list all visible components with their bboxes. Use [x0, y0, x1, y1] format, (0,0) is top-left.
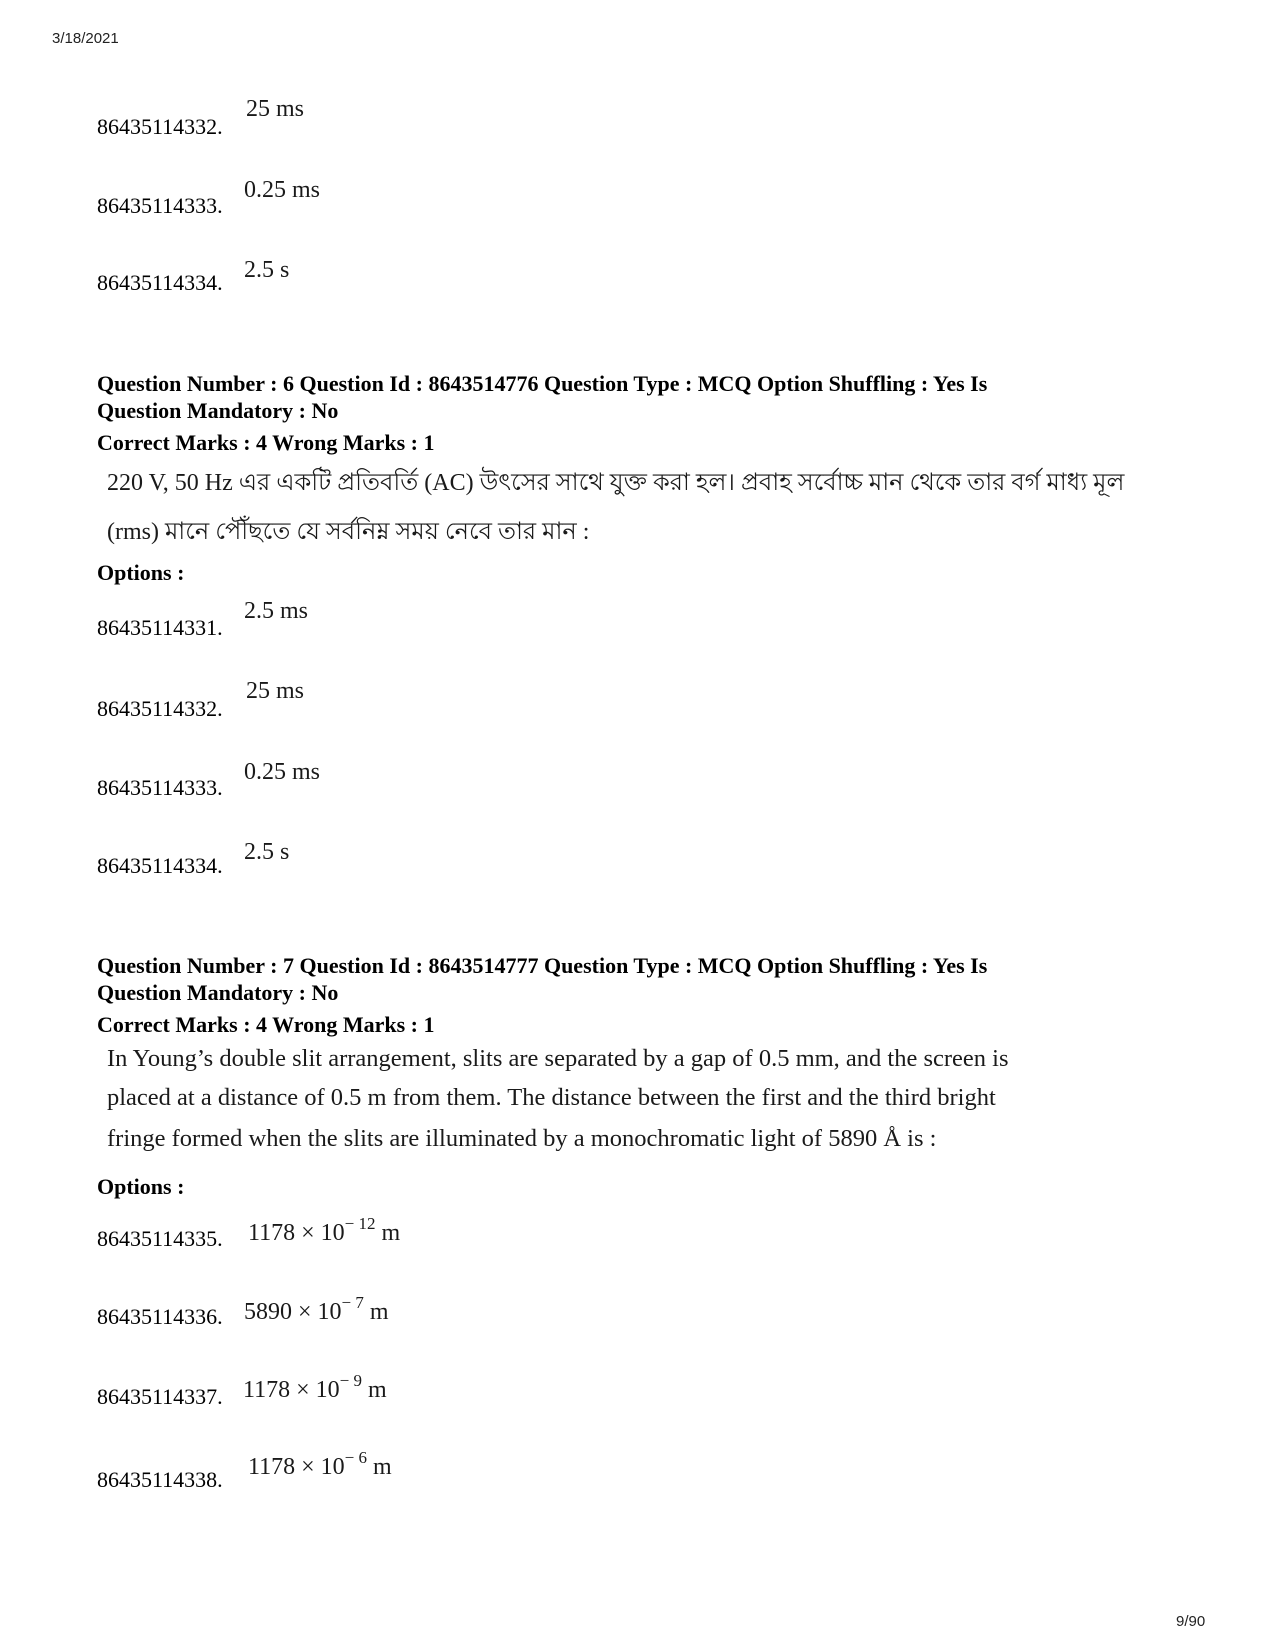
- option-base: 1178 × 10: [248, 1454, 345, 1480]
- option-id: 86435114334.: [97, 270, 223, 295]
- option-id: 86435114333.: [97, 775, 223, 800]
- option-value: [248, 1446, 392, 1481]
- option-id: 86435114335.: [97, 1226, 223, 1251]
- option-base: 1178 × 10: [248, 1220, 345, 1246]
- question-text: (rms) মানে পৌঁছতে যে সর্বনিম্ন সময় নেবে তার মান :: [107, 519, 590, 545]
- options-label: Options :: [97, 1174, 185, 1199]
- option-id: 86435114332.: [97, 114, 223, 139]
- option-exponent: − 9: [339, 1371, 362, 1390]
- option-value: [244, 1291, 389, 1326]
- option-id: 86435114331.: [97, 615, 223, 640]
- option-value: 2.5 ms: [244, 598, 309, 624]
- option-value: 25 ms: [246, 678, 305, 704]
- option-id: 86435114334.: [97, 853, 223, 878]
- page-number: 9/90: [1176, 1613, 1206, 1630]
- option-exponent: − 12: [344, 1214, 376, 1233]
- option-base: 5890 × 10: [244, 1299, 342, 1325]
- print-date: 3/18/2021: [52, 30, 119, 47]
- options-label: Options :: [97, 560, 185, 585]
- option-value: 25 ms: [246, 96, 305, 122]
- question-mandatory: Question Mandatory : No: [97, 398, 339, 423]
- option-value: 2.5 s: [244, 839, 290, 865]
- option-value: 0.25 ms: [244, 759, 321, 785]
- option-unit: m: [369, 1299, 389, 1325]
- question-marks: Correct Marks : 4 Wrong Marks : 1: [97, 430, 435, 455]
- option-id: 86435114332.: [97, 696, 223, 721]
- option-id: 86435114336.: [97, 1304, 223, 1329]
- option-id: 86435114333.: [97, 193, 223, 218]
- option-exponent: − 7: [341, 1293, 364, 1312]
- question-header: Question Number : 6 Question Id : 8643514776 Question Type : MCQ Option Shuffling : Yes Is: [97, 371, 988, 396]
- option-value: [243, 1369, 387, 1404]
- option-exponent: − 6: [344, 1448, 367, 1467]
- option-value: 0.25 ms: [244, 177, 321, 203]
- question-mandatory: Question Mandatory : No: [97, 980, 339, 1005]
- option-unit: m: [381, 1220, 401, 1246]
- question-text: 220 V, 50 Hz এর একটি প্রতিবর্তি (AC) উৎসের সাথে যুক্ত করা হল। প্রবাহ সর্বোচ্চ মান থেকে তার বর্গ মাধ্য মূল: [107, 470, 1125, 496]
- question-header: Question Number : 7 Question Id : 8643514777 Question Type : MCQ Option Shuffling : Yes Is: [97, 953, 988, 978]
- option-unit: m: [373, 1454, 392, 1480]
- option-value: [248, 1212, 400, 1247]
- question-text: placed at a distance of 0.5 m from them. The distance between the first and the third bright: [107, 1084, 996, 1111]
- option-id: 86435114338.: [97, 1467, 223, 1492]
- question-text: fringe formed when the slits are illuminated by a monochromatic light of 5890 Å is :: [107, 1125, 937, 1152]
- question-marks: Correct Marks : 4 Wrong Marks : 1: [97, 1012, 435, 1037]
- option-base: 1178 × 10: [243, 1377, 340, 1403]
- question-text: In Young’s double slit arrangement, slits are separated by a gap of 0.5 mm, and the screen is: [107, 1045, 1009, 1072]
- option-unit: m: [368, 1377, 387, 1403]
- option-id: 86435114337.: [97, 1384, 223, 1409]
- option-value: 2.5 s: [244, 257, 290, 283]
